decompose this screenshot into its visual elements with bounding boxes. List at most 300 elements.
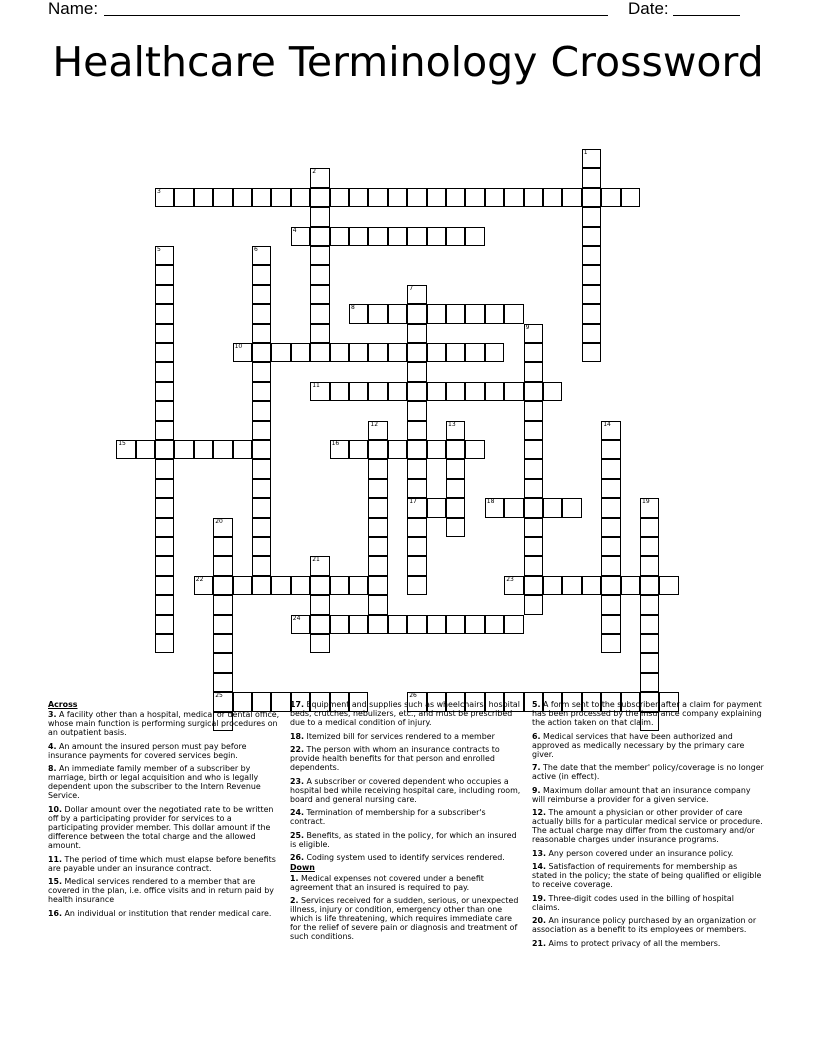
across-clue — [48, 805, 280, 850]
crossword-cell[interactable] — [640, 634, 659, 653]
crossword-cell[interactable] — [252, 362, 271, 381]
crossword-cell[interactable] — [407, 343, 426, 362]
crossword-cell[interactable] — [407, 421, 426, 440]
crossword-cell[interactable] — [601, 479, 620, 498]
crossword-cell[interactable] — [213, 556, 232, 575]
crossword-cell[interactable] — [330, 227, 349, 246]
crossword-cell[interactable] — [407, 556, 426, 575]
crossword-cell[interactable] — [155, 459, 174, 478]
crossword-cell[interactable] — [388, 188, 407, 207]
crossword-cell[interactable] — [213, 440, 232, 459]
crossword-cell[interactable] — [601, 188, 620, 207]
crossword-cell[interactable] — [485, 343, 504, 362]
crossword-cell[interactable] — [446, 479, 465, 498]
crossword-cell[interactable] — [368, 343, 387, 362]
crossword-cell[interactable] — [174, 440, 193, 459]
crossword-cell[interactable] — [213, 576, 232, 595]
crossword-cell[interactable] — [427, 382, 446, 401]
crossword-cell[interactable] — [330, 576, 349, 595]
crossword-cell[interactable] — [543, 382, 562, 401]
crossword-cell[interactable] — [388, 304, 407, 323]
crossword-cell[interactable] — [368, 518, 387, 537]
crossword-cell-12[interactable] — [368, 421, 387, 440]
down-clue — [290, 874, 522, 892]
crossword-cell[interactable] — [446, 518, 465, 537]
crossword-cell[interactable] — [310, 188, 329, 207]
crossword-cell-24[interactable] — [291, 615, 310, 634]
crossword-cell[interactable] — [465, 227, 484, 246]
crossword-cell[interactable] — [407, 362, 426, 381]
crossword-cell[interactable] — [582, 246, 601, 265]
crossword-cell[interactable] — [465, 440, 484, 459]
crossword-cell[interactable] — [310, 615, 329, 634]
across-clue — [290, 808, 522, 826]
crossword-cell[interactable] — [155, 479, 174, 498]
crossword-cell[interactable] — [271, 188, 290, 207]
crossword-cell[interactable] — [368, 459, 387, 478]
crossword-cell[interactable] — [310, 304, 329, 323]
crossword-cell[interactable] — [368, 595, 387, 614]
crossword-cell-15[interactable] — [116, 440, 135, 459]
crossword-cell[interactable] — [427, 343, 446, 362]
crossword-cell[interactable] — [465, 382, 484, 401]
clue-text: A form sent to the subscriber after a claim for payment has been processed by the insurance company explaining the action taken on that claim. — [532, 700, 762, 728]
clue-number: 25 — [215, 692, 223, 700]
crossword-cell[interactable] — [601, 556, 620, 575]
crossword-cell[interactable] — [291, 576, 310, 595]
crossword-cell[interactable] — [407, 615, 426, 634]
crossword-cell[interactable] — [562, 576, 581, 595]
clue-text: The date that the member' policy/coverage is no longer active (in effect). — [532, 763, 764, 782]
crossword-cell[interactable] — [407, 440, 426, 459]
clue-text: A facility other than a hospital, medical or dental office, whose main function is performing surgical procedures on an outpatient basis. — [48, 710, 280, 738]
crossword-cell[interactable] — [427, 498, 446, 517]
crossword-cell[interactable] — [465, 343, 484, 362]
crossword-cell[interactable] — [155, 324, 174, 343]
crossword-cell[interactable] — [524, 498, 543, 517]
clue-text: An amount the insured person must pay before insurance payments for covered services begin. — [48, 741, 247, 760]
crossword-cell[interactable] — [155, 362, 174, 381]
crossword-cell[interactable] — [349, 440, 368, 459]
crossword-cell[interactable] — [310, 576, 329, 595]
crossword-cell[interactable] — [407, 188, 426, 207]
crossword-cell[interactable] — [562, 498, 581, 517]
crossword-cell[interactable] — [504, 615, 523, 634]
clue-number: 5 — [157, 246, 161, 253]
clue-number: 3. — [48, 710, 57, 720]
crossword-cell[interactable] — [504, 304, 523, 323]
clues-column-3 — [532, 700, 764, 952]
crossword-cell[interactable] — [582, 168, 601, 187]
crossword-cell[interactable] — [485, 382, 504, 401]
crossword-cell[interactable] — [446, 440, 465, 459]
crossword-cell[interactable] — [407, 304, 426, 323]
crossword-cell[interactable] — [155, 382, 174, 401]
clue-text: Any person covered under an insurance policy. — [545, 848, 734, 858]
crossword-cell[interactable] — [155, 556, 174, 575]
date-label: Date: — [628, 0, 669, 18]
crossword-cell[interactable] — [582, 285, 601, 304]
crossword-cell[interactable] — [524, 382, 543, 401]
crossword-cell-2[interactable] — [310, 168, 329, 187]
crossword-cell[interactable] — [524, 479, 543, 498]
across-clue — [290, 853, 522, 862]
crossword-cell[interactable] — [446, 459, 465, 478]
crossword-cell[interactable] — [601, 537, 620, 556]
crossword-cell[interactable] — [155, 343, 174, 362]
crossword-cell[interactable] — [310, 246, 329, 265]
crossword-cell[interactable] — [194, 440, 213, 459]
crossword-cell[interactable] — [601, 634, 620, 653]
clue-number: 9 — [525, 323, 530, 331]
down-clue — [532, 786, 764, 804]
crossword-cell[interactable] — [524, 518, 543, 537]
crossword-cell[interactable] — [388, 343, 407, 362]
crossword-cell[interactable] — [427, 304, 446, 323]
crossword-cell[interactable] — [349, 343, 368, 362]
crossword-cell[interactable] — [233, 440, 252, 459]
clue-number: 18 — [486, 498, 495, 506]
crossword-cell[interactable] — [349, 615, 368, 634]
crossword-cell[interactable] — [368, 615, 387, 634]
crossword-cell[interactable] — [349, 188, 368, 207]
crossword-cell[interactable] — [582, 343, 601, 362]
crossword-cell[interactable] — [640, 615, 659, 634]
crossword-cell-5[interactable] — [155, 246, 174, 265]
crossword-cell[interactable] — [504, 382, 523, 401]
crossword-cell[interactable] — [621, 188, 640, 207]
crossword-cell[interactable] — [155, 285, 174, 304]
crossword-cell[interactable] — [640, 595, 659, 614]
crossword-cell-23[interactable] — [504, 576, 523, 595]
crossword-cell[interactable] — [155, 615, 174, 634]
crossword-cell[interactable] — [155, 498, 174, 517]
crossword-cell[interactable] — [601, 498, 620, 517]
crossword-cell[interactable] — [524, 343, 543, 362]
crossword-cell[interactable] — [368, 188, 387, 207]
crossword-cell[interactable] — [252, 324, 271, 343]
crossword-cell[interactable] — [252, 518, 271, 537]
crossword-cell[interactable] — [524, 401, 543, 420]
crossword-cell-11[interactable] — [310, 382, 329, 401]
crossword-cell[interactable] — [310, 634, 329, 653]
crossword-cell[interactable] — [524, 556, 543, 575]
crossword-cell[interactable] — [465, 188, 484, 207]
crossword-cell[interactable] — [446, 227, 465, 246]
crossword-cell[interactable] — [252, 421, 271, 440]
crossword-cell[interactable] — [271, 576, 290, 595]
crossword-cell[interactable] — [407, 227, 426, 246]
clue-text: Medical services rendered to a member that are covered in the plan, i.e. office visits and in return paid by health insurance — [48, 877, 274, 905]
crossword-cell[interactable] — [213, 673, 232, 692]
crossword-cell[interactable] — [504, 498, 523, 517]
clue-number: 10 — [234, 343, 243, 350]
crossword-cell[interactable] — [252, 382, 271, 401]
crossword-cell[interactable] — [407, 459, 426, 478]
crossword-cell[interactable] — [388, 440, 407, 459]
crossword-cell[interactable] — [194, 188, 213, 207]
crossword-cell[interactable] — [271, 343, 290, 362]
across-clue — [290, 700, 522, 727]
crossword-cell-3[interactable] — [155, 188, 174, 207]
crossword-cell[interactable] — [446, 382, 465, 401]
crossword-cell[interactable] — [252, 498, 271, 517]
crossword-cell[interactable] — [252, 401, 271, 420]
crossword-cell-19[interactable] — [640, 498, 659, 517]
crossword-cell[interactable] — [524, 537, 543, 556]
name-label: Name: — [48, 0, 99, 18]
clue-number: 24. — [290, 808, 304, 818]
crossword-cell[interactable] — [291, 343, 310, 362]
crossword-cell-7[interactable] — [407, 285, 426, 304]
clue-text: Maximum dollar amount that an insurance company will reimburse a provider for a given service. — [532, 785, 751, 804]
crossword-cell[interactable] — [252, 265, 271, 284]
crossword-cell[interactable] — [368, 479, 387, 498]
crossword-cell[interactable] — [330, 188, 349, 207]
crossword-cell[interactable] — [446, 188, 465, 207]
crossword-cell[interactable] — [582, 324, 601, 343]
clues-column-1 — [48, 700, 280, 922]
crossword-cell[interactable] — [330, 382, 349, 401]
crossword-cell[interactable] — [388, 227, 407, 246]
crossword-cell[interactable] — [213, 615, 232, 634]
down-clue — [532, 916, 764, 934]
down-clue — [532, 849, 764, 858]
crossword-cell[interactable] — [582, 265, 601, 284]
crossword-cell[interactable] — [407, 576, 426, 595]
crossword-cell[interactable] — [155, 518, 174, 537]
crossword-cell[interactable] — [465, 304, 484, 323]
crossword-cell[interactable] — [155, 634, 174, 653]
crossword-cell[interactable] — [485, 615, 504, 634]
crossword-cell[interactable] — [427, 615, 446, 634]
clue-number: 22 — [195, 575, 204, 583]
crossword-cell[interactable] — [368, 576, 387, 595]
crossword-cell[interactable] — [155, 421, 174, 440]
crossword-cell[interactable] — [368, 537, 387, 556]
crossword-cell[interactable] — [136, 440, 155, 459]
clue-number: 15. — [48, 877, 62, 887]
crossword-cell[interactable] — [407, 537, 426, 556]
crossword-cell[interactable] — [524, 188, 543, 207]
crossword-cell[interactable] — [524, 440, 543, 459]
crossword-cell[interactable] — [582, 227, 601, 246]
crossword-cell[interactable] — [310, 265, 329, 284]
crossword-cell-17[interactable] — [407, 498, 426, 517]
crossword-cell[interactable] — [310, 343, 329, 362]
crossword-cell[interactable] — [427, 440, 446, 459]
crossword-cell[interactable] — [446, 304, 465, 323]
crossword-cell-13[interactable] — [446, 421, 465, 440]
across-clue — [48, 855, 280, 873]
crossword-cell[interactable] — [213, 595, 232, 614]
crossword-cell[interactable] — [155, 537, 174, 556]
crossword-cell[interactable] — [407, 479, 426, 498]
crossword-cell[interactable] — [640, 537, 659, 556]
crossword-cell[interactable] — [582, 188, 601, 207]
crossword-cell[interactable] — [562, 188, 581, 207]
crossword-cell-14[interactable] — [601, 421, 620, 440]
crossword-cell[interactable] — [640, 518, 659, 537]
crossword-cell-21[interactable] — [310, 556, 329, 575]
clue-text: A subscriber or covered dependent who occupies a hospital bed while receiving hospital care, including room, board and general nursing care. — [290, 776, 521, 804]
crossword-cell[interactable] — [349, 576, 368, 595]
crossword-cell[interactable] — [310, 285, 329, 304]
clue-number: 1 — [583, 149, 588, 156]
crossword-cell[interactable] — [524, 459, 543, 478]
across-clue — [48, 710, 280, 737]
clue-number: 14. — [532, 862, 546, 872]
crossword-cell[interactable] — [427, 188, 446, 207]
crossword-cell[interactable] — [601, 576, 620, 595]
crossword-cell[interactable] — [427, 227, 446, 246]
crossword-cell[interactable] — [640, 576, 659, 595]
clue-number: 15 — [118, 440, 126, 447]
crossword-cell[interactable] — [388, 382, 407, 401]
crossword-cell[interactable] — [582, 576, 601, 595]
crossword-cell[interactable] — [252, 440, 271, 459]
clue-number: 16 — [331, 440, 340, 447]
crossword-cell[interactable] — [601, 615, 620, 634]
crossword-cell[interactable] — [310, 207, 329, 226]
crossword-cell[interactable] — [213, 653, 232, 672]
crossword-cell-6[interactable] — [252, 246, 271, 265]
crossword-cell[interactable] — [155, 595, 174, 614]
crossword-cell-9[interactable] — [524, 324, 543, 343]
crossword-cell[interactable] — [252, 304, 271, 323]
crossword-cell[interactable] — [368, 556, 387, 575]
crossword-cell[interactable] — [524, 576, 543, 595]
crossword-cell[interactable] — [252, 576, 271, 595]
crossword-cell[interactable] — [485, 188, 504, 207]
across-clue — [290, 831, 522, 849]
crossword-cell[interactable] — [368, 304, 387, 323]
crossword-cell[interactable] — [252, 537, 271, 556]
crossword-cell[interactable] — [601, 595, 620, 614]
crossword-cell-20[interactable] — [213, 518, 232, 537]
crossword-cell[interactable] — [601, 440, 620, 459]
down-heading: Down — [290, 863, 315, 873]
crossword-cell[interactable] — [252, 285, 271, 304]
crossword-cell[interactable] — [543, 576, 562, 595]
crossword-cell[interactable] — [407, 401, 426, 420]
crossword-cell[interactable] — [640, 673, 659, 692]
crossword-cell[interactable] — [252, 556, 271, 575]
crossword-cell[interactable] — [621, 576, 640, 595]
clue-number: 25. — [290, 830, 304, 840]
crossword-cell[interactable] — [233, 576, 252, 595]
crossword-cell[interactable] — [291, 188, 310, 207]
crossword-cell[interactable] — [582, 304, 601, 323]
clue-text: Benefits, as stated in the policy, for which an insured is eligible. — [290, 830, 517, 849]
crossword-cell[interactable] — [543, 498, 562, 517]
crossword-cell[interactable] — [640, 556, 659, 575]
across-clue — [290, 777, 522, 804]
clue-text: Equipment and supplies such as wheelchairs, hospital beds, crutches, nebulizers, etc., and must be prescribed due to a medical condition of injury. — [290, 700, 520, 728]
crossword-cell[interactable] — [252, 479, 271, 498]
clue-text: Dollar amount over the negotiated rate to be written off by a participating provider for services to a participating provider member. This dollar amount if the difference between the total charge and the allowed amount. — [48, 804, 274, 851]
crossword-cell[interactable] — [155, 265, 174, 284]
crossword-cell[interactable] — [310, 595, 329, 614]
clue-number: 2. — [290, 896, 299, 906]
clue-number: 17. — [290, 700, 304, 709]
crossword-cell-22[interactable] — [194, 576, 213, 595]
crossword-cell[interactable] — [524, 362, 543, 381]
crossword-cell-16[interactable] — [330, 440, 349, 459]
crossword-cell[interactable] — [155, 576, 174, 595]
crossword-cell[interactable] — [485, 304, 504, 323]
crossword-cell-10[interactable] — [233, 343, 252, 362]
clues-column-2 — [290, 700, 522, 946]
crossword-cell[interactable] — [213, 537, 232, 556]
crossword-cell[interactable] — [310, 324, 329, 343]
crossword-cell[interactable] — [330, 343, 349, 362]
crossword-cell[interactable] — [368, 440, 387, 459]
crossword-cell[interactable] — [233, 188, 252, 207]
crossword-cell[interactable] — [524, 595, 543, 614]
crossword-cell[interactable] — [349, 227, 368, 246]
crossword-cell[interactable] — [155, 401, 174, 420]
crossword-cell[interactable] — [446, 498, 465, 517]
clue-text: Medical expenses not covered under a benefit agreement that an insured is required to pay. — [290, 873, 484, 892]
crossword-cell[interactable] — [349, 382, 368, 401]
clue-number: 20 — [215, 517, 223, 525]
crossword-cell[interactable] — [252, 188, 271, 207]
across-clue — [48, 742, 280, 760]
crossword-cell[interactable] — [601, 459, 620, 478]
clue-number: 21. — [532, 938, 546, 948]
crossword-cell[interactable] — [407, 324, 426, 343]
crossword-cell[interactable] — [543, 188, 562, 207]
crossword-cell[interactable] — [330, 615, 349, 634]
crossword-cell[interactable] — [659, 576, 678, 595]
crossword-cell[interactable] — [446, 343, 465, 362]
crossword-cell[interactable] — [407, 382, 426, 401]
clue-text: The person with whom an insurance contracts to provide health benefits for that person and enrolled dependents. — [290, 744, 500, 773]
clue-number: 17 — [409, 498, 417, 506]
crossword-cell-4[interactable] — [291, 227, 310, 246]
crossword-cell[interactable] — [213, 634, 232, 653]
crossword-cell[interactable] — [601, 518, 620, 537]
crossword-cell[interactable] — [213, 188, 232, 207]
crossword-cell[interactable] — [524, 421, 543, 440]
crossword-cell[interactable] — [310, 227, 329, 246]
clue-number: 23 — [506, 575, 514, 583]
down-clue — [532, 808, 764, 844]
crossword-cell-8[interactable] — [349, 304, 368, 323]
crossword-cell[interactable] — [446, 615, 465, 634]
crossword-cell[interactable] — [368, 382, 387, 401]
crossword-cell-18[interactable] — [485, 498, 504, 517]
crossword-cell[interactable] — [582, 207, 601, 226]
crossword-cell[interactable] — [174, 188, 193, 207]
crossword-cell[interactable] — [252, 459, 271, 478]
crossword-cell[interactable] — [465, 615, 484, 634]
crossword-cell[interactable] — [368, 498, 387, 517]
crossword-cell[interactable] — [155, 304, 174, 323]
crossword-cell[interactable] — [388, 615, 407, 634]
across-clue — [290, 745, 522, 772]
crossword-cell[interactable] — [407, 518, 426, 537]
crossword-cell[interactable] — [504, 188, 523, 207]
crossword-cell[interactable] — [640, 653, 659, 672]
crossword-cell[interactable] — [368, 227, 387, 246]
crossword-cell[interactable] — [252, 343, 271, 362]
crossword-cell-1[interactable] — [582, 149, 601, 168]
down-clue — [532, 763, 764, 781]
crossword-cell[interactable] — [155, 440, 174, 459]
clue-text: Aims to protect privacy of all the members. — [545, 938, 721, 948]
